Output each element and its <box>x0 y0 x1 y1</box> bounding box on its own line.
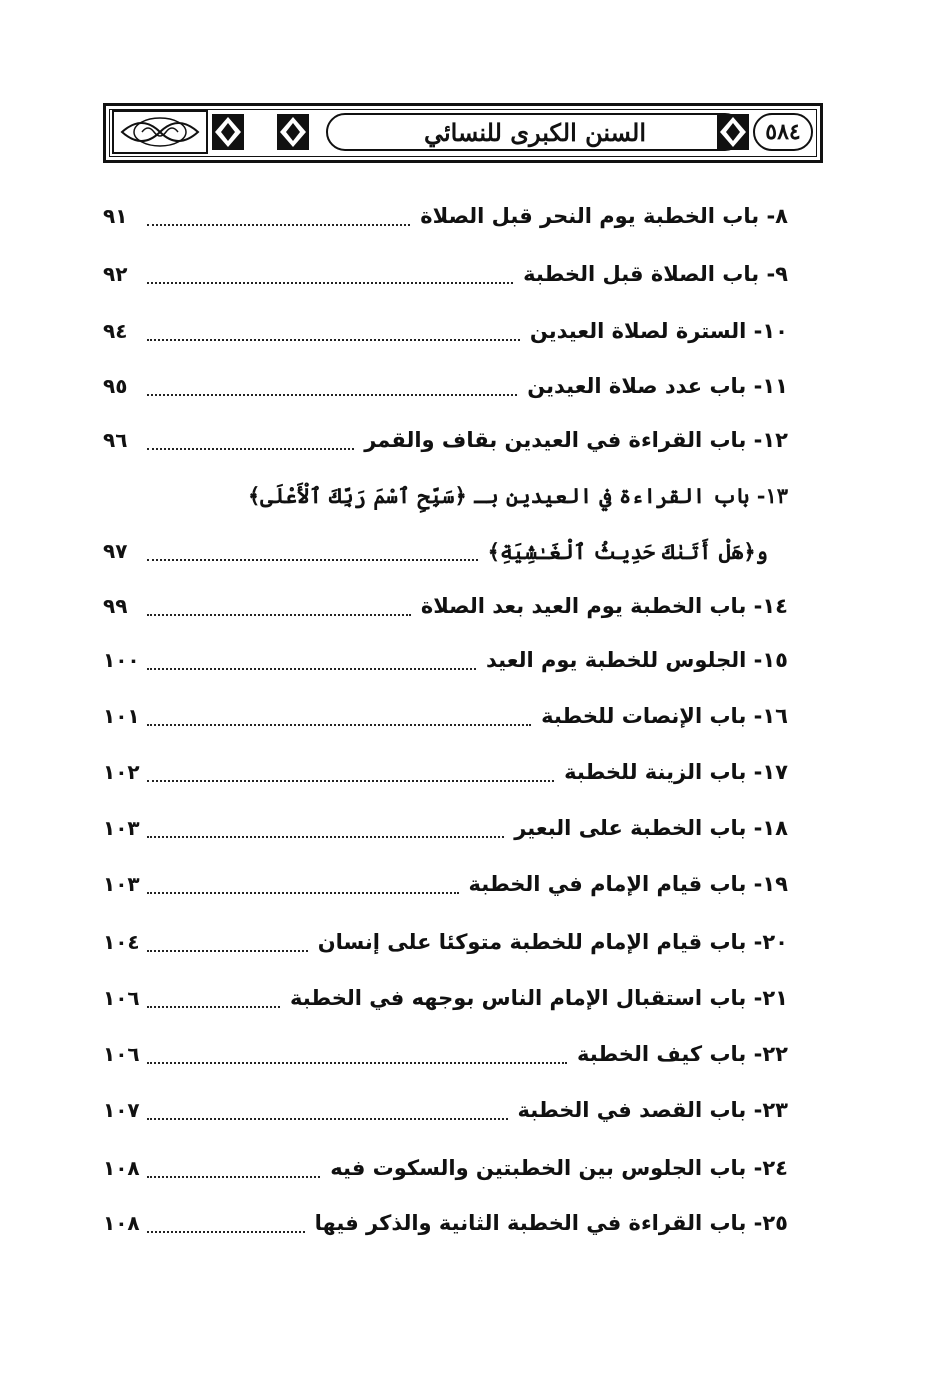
toc-page-number: ٩٩ <box>103 594 128 618</box>
toc-row <box>103 810 788 846</box>
toc-page-number: ١٠٢ <box>103 760 140 784</box>
toc-page-number: ١٠٦ <box>103 1042 140 1066</box>
toc-page-number: ١٠٨ <box>103 1211 140 1235</box>
toc-row <box>103 1092 788 1128</box>
toc-row <box>103 422 788 458</box>
toc-entry-title: ١٦- باب الإنصات للخطبة <box>541 704 788 728</box>
toc-entry-title: و﴿هَلْ أَتَىٰكَ حَدِيثُ ٱلْغَـٰشِيَةِ﴾ <box>487 538 768 564</box>
toc-page-number: ٩١ <box>103 204 128 228</box>
toc-entry-title: ١٤- باب الخطبة يوم العيد بعد الصلاة <box>420 594 788 618</box>
toc-entry-title: ٢٣- باب القصد في الخطبة <box>517 1098 788 1122</box>
toc-row <box>103 256 788 292</box>
toc-dot-leader <box>147 834 504 838</box>
ornament-icon <box>716 113 750 151</box>
book-logo-icon <box>112 110 208 154</box>
toc-row <box>103 477 788 513</box>
toc-entry-title: ١٣- باب القراءة في العيدين بـ ﴿سَبِّحِ ٱسْمَ رَبِّكَ ٱلْأَعْلَى﴾ <box>247 482 788 508</box>
toc-entry-title: ١٩- باب قيام الإمام في الخطبة <box>468 872 788 896</box>
toc-dot-leader <box>147 392 517 396</box>
toc-dot-leader <box>147 1116 508 1120</box>
book-title: السنن الكبرى للنسائي <box>423 117 647 147</box>
ornament-icon <box>211 113 245 151</box>
toc-dot-leader <box>147 280 513 284</box>
toc-page-number: ١٠٦ <box>103 986 140 1010</box>
toc-entry-title: ١٠- السترة لصلاة العيدين <box>529 319 788 343</box>
toc-dot-leader <box>147 778 554 782</box>
toc-row <box>103 368 788 404</box>
toc-page-number: ١٠٤ <box>103 930 140 954</box>
toc-row <box>103 533 768 569</box>
toc-row <box>103 924 788 960</box>
toc-entry-title: ١٨- باب الخطبة على البعير <box>514 816 788 840</box>
toc-page-number: ٩٢ <box>103 262 128 286</box>
toc-entry-title: ١٢- باب القراءة في العيدين بقاف والقمر <box>364 428 788 452</box>
toc-row <box>103 1150 788 1186</box>
toc-page-number: ٩٥ <box>103 374 128 398</box>
toc-dot-leader <box>147 666 476 670</box>
toc-entry-title: ٨- باب الخطبة يوم النحر قبل الصلاة <box>420 204 788 228</box>
ornament-icon <box>276 113 310 151</box>
toc-dot-leader <box>147 1060 567 1064</box>
toc-row <box>103 1205 788 1241</box>
toc-entry-title: ٢٠- باب قيام الإمام للخطبة متوكئا على إنسان <box>317 930 788 954</box>
toc-page-number: ١٠٣ <box>103 872 140 896</box>
toc-dot-leader <box>147 1004 280 1008</box>
toc-dot-leader <box>147 1229 305 1233</box>
toc-entry-title: ١٥- الجلوس للخطبة يوم العيد <box>486 648 788 672</box>
page-number: ٥٨٤ <box>765 119 801 145</box>
toc-page-number: ٩٦ <box>103 428 128 452</box>
toc-row <box>103 1036 788 1072</box>
toc-entry-title: ١٧- باب الزينة للخطبة <box>564 760 788 784</box>
page-number-pill <box>753 113 813 151</box>
toc-entry-title: ٩- باب الصلاة قبل الخطبة <box>523 262 788 286</box>
book-title-pill <box>326 113 744 151</box>
toc-row <box>103 198 788 234</box>
toc-dot-leader <box>147 722 531 726</box>
toc-row <box>103 588 788 624</box>
toc-dot-leader <box>147 446 354 450</box>
toc-entry-title: ٢١- باب استقبال الإمام الناس بوجهه في الخطبة <box>289 986 788 1010</box>
toc-row <box>103 754 788 790</box>
toc-row <box>103 642 788 678</box>
toc-dot-leader <box>147 948 308 952</box>
toc-row <box>103 980 788 1016</box>
page-header <box>103 103 823 163</box>
toc-entry-title: ٢٤- باب الجلوس بين الخطبتين والسكوت فيه <box>330 1156 788 1180</box>
toc-page-number: ٩٧ <box>103 539 128 563</box>
toc-row <box>103 313 788 349</box>
toc-entry-title: ٢٥- باب القراءة في الخطبة الثانية والذكر فيها <box>314 1211 788 1235</box>
toc-page-number: ٩٤ <box>103 319 128 343</box>
toc-entry-title: ٢٢- باب كيف الخطبة <box>577 1042 788 1066</box>
toc-page-number: ١٠٣ <box>103 816 140 840</box>
toc-dot-leader <box>147 890 459 894</box>
toc-dot-leader <box>147 557 478 561</box>
toc-dot-leader <box>147 222 410 226</box>
toc-page-number: ١٠١ <box>103 704 140 728</box>
toc-page-number: ١٠٧ <box>103 1098 140 1122</box>
toc-dot-leader <box>147 612 411 616</box>
toc-page-number: ١٠٨ <box>103 1156 140 1180</box>
toc-page-number: ١٠٠ <box>103 648 140 672</box>
toc-entry-title: ١١- باب عدد صلاة العيدين <box>527 374 788 398</box>
toc-row <box>103 698 788 734</box>
toc-row <box>103 866 788 902</box>
toc-dot-leader <box>147 1174 320 1178</box>
toc-dot-leader <box>147 337 520 341</box>
